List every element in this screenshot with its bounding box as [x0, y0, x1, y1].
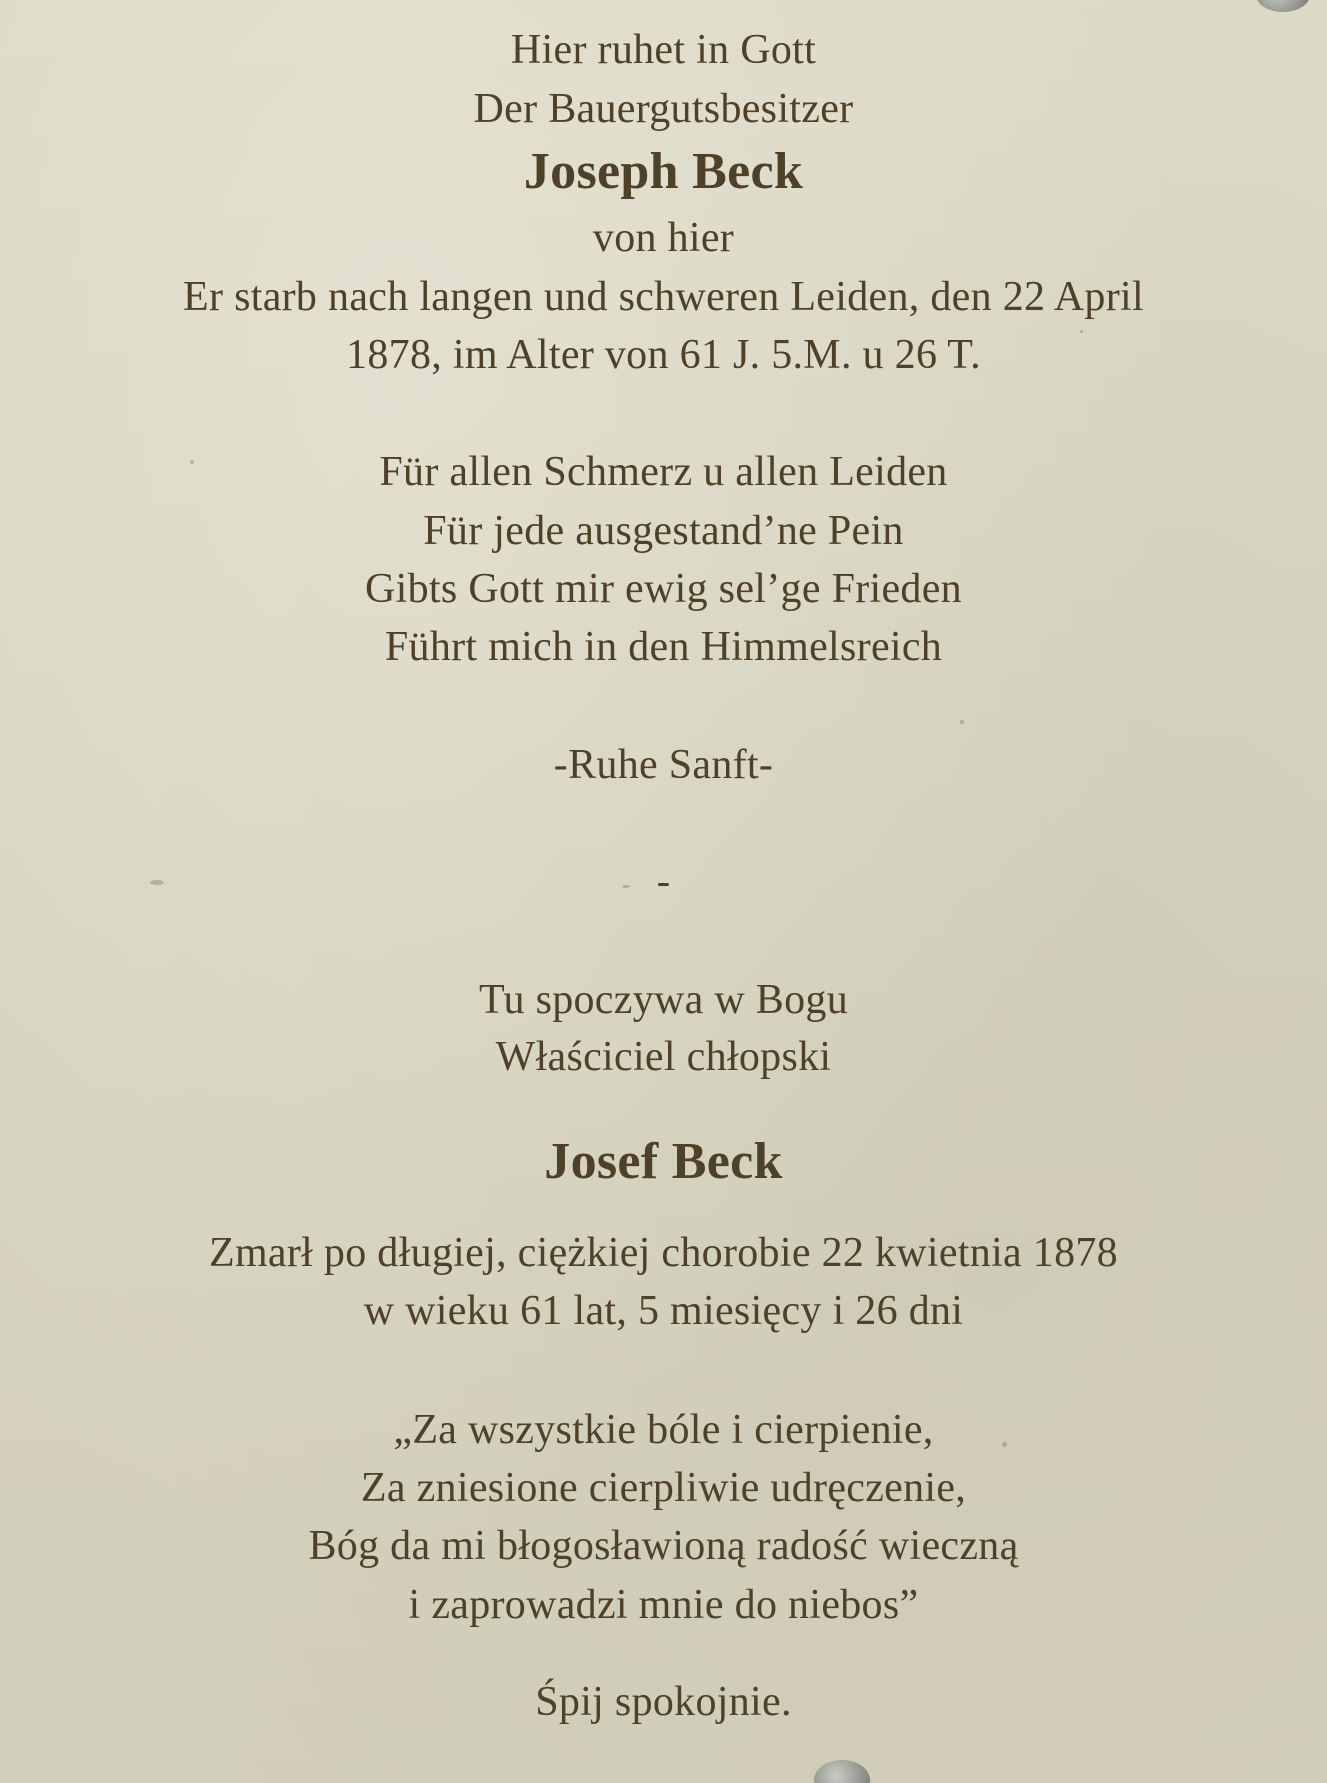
polish-verse-3: Bóg da mi błogosławioną radość wieczną: [308, 1523, 1019, 1569]
german-verse-4: Führt mich in den Himmelsreich: [384, 624, 943, 670]
german-line-5: 1878, im Alter von 61 J. 5.M. u 26 T.: [346, 332, 981, 378]
mounting-screw-icon: [814, 1760, 870, 1783]
polish-verse-2: Za zniesione cierpliwie udręczenie,: [360, 1465, 967, 1511]
polish-verse-4: i zaprowadzi mnie do niebos”: [408, 1582, 919, 1628]
polish-line-1: Tu spoczywa w Bogu: [478, 977, 849, 1023]
language-separator: -: [656, 858, 671, 903]
german-verse-2: Für jede ausgestand’ne Pein: [423, 508, 904, 554]
polish-line-4: w wieku 61 lat, 5 miesięcy i 26 dni: [363, 1288, 964, 1334]
german-line-3: von hier: [592, 215, 735, 261]
german-line-2: Der Bauergutsbesitzer: [473, 86, 854, 132]
stone-speck: [960, 720, 964, 724]
polish-line-2: Właściciel chłopski: [495, 1034, 832, 1080]
german-verse-3: Gibts Gott mir ewig sel’ge Frieden: [365, 566, 962, 612]
mounting-screw-icon: [1256, 0, 1310, 12]
german-line-4: Er starb nach langen und schweren Leiden, den 22 April: [183, 274, 1144, 320]
polish-verse-1: „Za wszystkie bóle i cierpienie,: [393, 1407, 934, 1453]
polish-name: Josef Beck: [544, 1133, 783, 1190]
german-verse-1: Für allen Schmerz u allen Leiden: [379, 449, 948, 495]
german-line-1: Hier ruhet in Gott: [510, 27, 817, 73]
german-name: Joseph Beck: [523, 143, 804, 200]
german-closing: -Ruhe Sanft-: [553, 742, 774, 788]
polish-line-3: Zmarł po długiej, ciężkiej chorobie 22 kwietnia 1878: [208, 1230, 1118, 1276]
polish-closing: Śpij spokojnie.: [535, 1679, 792, 1725]
